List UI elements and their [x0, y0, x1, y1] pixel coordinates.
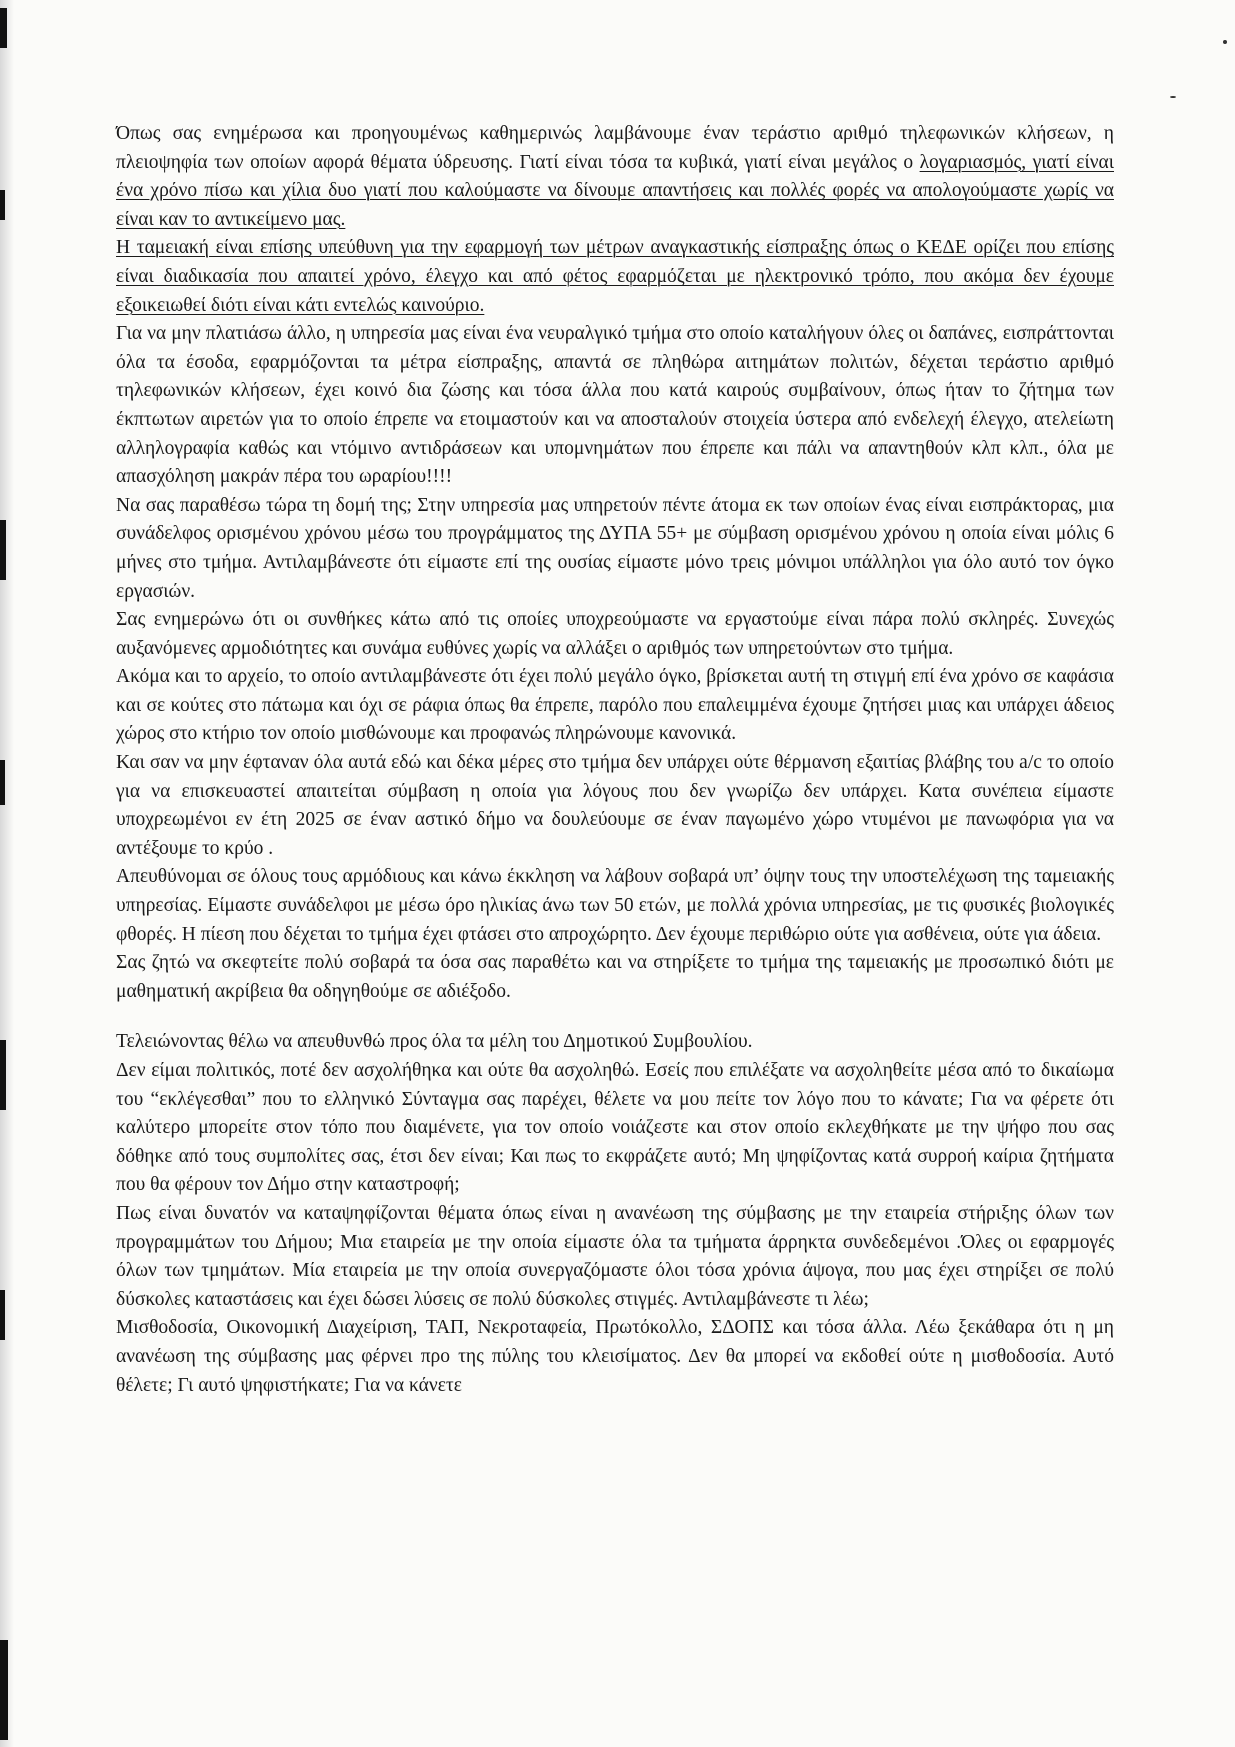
paragraph	[116, 492, 1114, 606]
scan-mark	[0, 1290, 5, 1340]
paragraph-text: Όπως σας ενημέρωσα και προηγουμένως καθημερινώς λαμβάνουμε έναν τεράστιο αριθμό τηλεφωνικών κλήσεων, η πλειοψηφία των οποίων αφορά θέματα ύδρευσης. Γιατί είναι τόσα τα κυβικά, γιατί είναι μεγάλος ο	[116, 123, 1114, 173]
scan-mark	[0, 1040, 6, 1110]
scan-mark	[0, 8, 7, 48]
paragraph	[116, 749, 1114, 863]
paragraph-text: Απευθύνομαι σε όλους τους αρμόδιους και κάνω έκκληση να λάβουν σοβαρά υπ’ όψην τους την υποστελέχωση της ταμειακής υπηρεσίας. Είμαστε συνάδελφοι με μέσω όρο ηλικίας άνω των 50 ετών, με πολλά χρόνια υπηρεσίας, με τις φυσικές βιολογικές φθορές. Η πίεση που δέχεται το τμήμα έχει φτάσει στο απροχώρητο. Δεν έχουμε περιθώριο ούτε για ασθένεια, ούτε για άδεια.	[116, 866, 1114, 945]
scan-speck	[1223, 40, 1227, 44]
paragraph-text: Και σαν να μην έφταναν όλα αυτά εδώ και δέκα μέρες στο τμήμα δεν υπάρχει ούτε θέρμανση εξαιτίας βλάβης του a/c το οποίο για να επισκευαστεί απαιτείται σύμβαση η οποία για λόγους που δεν γνωρίζω δεν υπάρχει. Κατα συνέπεια είμαστε υποχρεωμένοι εν έτη 2025 σε έναν αστικό δήμο να δουλεύουμε σε έναν παγωμένο χώρο ντυμένοι με πανωφόρια για να αντέξουμε το κρύο .	[116, 752, 1114, 859]
underlined-text: Η ταμειακή είναι επίσης υπεύθυνη για την εφαρμογή των μέτρων αναγκαστικής είσπραξης όπως ο ΚΕΔΕ ορίζει που επίσης είναι διαδικασία που απαιτεί χρόνο, έλεγχο και από φέτος εφαρμόζεται με ηλεκτρονικό τρόπο, που ακόμα δεν έχουμε εξοικειωθεί διότι είναι κάτι εντελώς καινούριο.	[116, 237, 1114, 316]
paragraph	[116, 1200, 1114, 1314]
paragraph	[116, 1314, 1114, 1400]
paragraph	[116, 606, 1114, 663]
paragraph-text: Σας ζητώ να σκεφτείτε πολύ σοβαρά τα όσα σας παραθέτω και να στηρίξετε το τμήμα της ταμειακής με προσωπικό διότι με μαθηματική ακρίβεια θα οδηγηθούμε σε αδιέξοδο.	[116, 952, 1114, 1002]
paragraph	[116, 234, 1114, 320]
paragraph	[116, 120, 1114, 234]
paragraph	[116, 863, 1114, 949]
underlined-text: λογαριασμός, γιατί είναι ένα χρόνο πίσω και χίλια δυο γιατί που καλούμαστε να δίνουμε απαντήσεις και πολλές φορές να απολογούμαστε χωρίς να είναι καν το αντικείμενο μας.	[116, 151, 1114, 230]
paragraph-text: Δεν είμαι πολιτικός, ποτέ δεν ασχολήθηκα και ούτε θα ασχοληθώ. Εσείς που επιλέξατε να ασχοληθείτε μέσα από το δικαίωμα του “εκλέγεσθαι” που το ελληνικό Σύνταγμα σας παρέχει, θέλετε να μου πείτε τον λόγο που το κάνατε; Για να φέρετε ότι καλύτερο μπορείτε στον τόπο που διαμένετε, για τον οποίο νοιάζεστε και στον οποίο εκλεχθήκατε με την ψήφο που σας δόθηκε από τους συμπολίτες σας, έτσι δεν είναι; Και πως το εκφράζετε αυτό; Μη ψηφίζοντας κατά συρροή καίρια ζητήματα που θα φέρουν τον Δήμο στην καταστροφή;	[116, 1060, 1114, 1196]
scan-mark	[0, 760, 5, 805]
paragraph-text: Πως είναι δυνατόν να καταψηφίζονται θέματα όπως είναι η ανανέωση της σύμβασης με την εταιρεία στήριξης όλων των προγραμμάτων του Δήμου; Μια εταιρεία με την οποία είμαστε όλα τα τμήματα άρρηκτα συνδεδεμένοι .Όλες οι εφαρμογές όλων των τμημάτων. Μία εταιρεία με την οποία συνεργαζόμαστε όλοι τόσα χρόνια άψογα, που μας έχει στηρίξει σε πολύ δύσκολες καταστάσεις και έχει δώσει λύσεις σε πολύ δύσκολες στιγμές. Αντιλαμβάνεστε τι λέω;	[116, 1202, 1114, 1310]
scan-mark	[0, 1640, 8, 1740]
scan-mark	[0, 520, 6, 580]
paragraph	[116, 320, 1114, 492]
paragraph-text: Για να μην πλατιάσω άλλο, η υπηρεσία μας είναι ένα νευραλγικό τμήμα στο οποίο καταλήγουν όλες οι δαπάνες, εισπράττονται όλα τα έσοδα, εφαρμόζονται τα μέτρα είσπραξης, απαντά σε πληθώρα αιτημάτων πολιτών, δέχεται τεράστιο αριθμό τηλεφωνικών κλήσεων, έχει κοινό δια ζώσης και τόσα άλλα που κατά καιρούς συμβαίνουν, όπως ήταν το ζήτημα των έκπτωτων αιρετών για το οποίο έπρεπε να ετοιμαστούν και να αποσταλούν στοιχεία ύστερα από ενδελεχή έλεγχο, ατελείωτη αλληλογραφία καθώς και ντόμινο αντιδράσεων και υπομνημάτων που έπρεπε και πάλι να απαντηθούν κλπ κλπ., όλα με απασχόληση μακράν πέρα του ωραρίου!!!!	[116, 323, 1114, 488]
paragraph	[116, 663, 1114, 749]
paragraph-text: Ακόμα και το αρχείο, το οποίο αντιλαμβάνεστε ότι έχει πολύ μεγάλο όγκο, βρίσκεται αυτή τη στιγμή επί ένα χρόνο σε καφάσια και σε κούτες στο πάτωμα και όχι σε ράφια όπως θα έπρεπε, παρόλο που επαλειμμένα έχουμε ζητήσει μιας και υπάρχει άδειος χώρος στο κτήριο τον οποίο μισθώνουμε και προφανώς πληρώνουμε κανονικά.	[116, 666, 1114, 745]
scan-edge	[0, 0, 14, 1747]
paragraph-text: Να σας παραθέσω τώρα τη δομή της; Στην υπηρεσία μας υπηρετούν πέντε άτομα εκ των οποίων ένας είναι εισπράκτορας, μια συνάδελφος ορισμένου χρόνου μέσω του προγράμματος της ΔΥΠΑ 55+ με σύμβαση ορισμένου χρόνου η οποία είναι μόλις 6 μήνες στο τμήμα. Αντιλαμβάνεστε ότι είμαστε επί της ουσίας είμαστε μόνο τρεις μόνιμοι υπάλληλοι για όλο αυτό τον όγκο εργασιών.	[116, 494, 1114, 602]
paragraph	[116, 1028, 1114, 1057]
paragraph-gap	[116, 1006, 1114, 1028]
paragraph-text: Τελειώνοντας θέλω να απευθυνθώ προς όλα τα μέλη του Δημοτικού Συμβουλίου.	[116, 1031, 753, 1053]
scan-speck	[1170, 96, 1176, 98]
paragraph	[116, 1057, 1114, 1200]
letter-body	[116, 120, 1114, 1400]
paragraph-text: Σας ενημερώνω ότι οι συνθήκες κάτω από τις οποίες υποχρεούμαστε να εργαστούμε είναι πάρα πολύ σκληρές. Συνεχώς αυξανόμενες αρμοδιότητες και συνάμα ευθύνες χωρίς να αλλάξει ο αριθμός των υπηρετούντων στο τμήμα.	[116, 609, 1114, 659]
paragraph-text: Μισθοδοσία, Οικονομική Διαχείριση, ΤΑΠ, Νεκροταφεία, Πρωτόκολλο, ΣΔΟΠΣ και τόσα άλλα. Λέω ξεκάθαρα ότι η μη ανανέωση της σύμβασης μας φέρνει προ της πύλης του κλεισίματος. Δεν θα μπορεί να εκδοθεί ούτε η μισθοδοσία. Αυτό θέλετε; Γι αυτό ψηφιστήκατε; Για να κάνετε	[116, 1317, 1114, 1396]
paragraph	[116, 949, 1114, 1006]
scan-mark	[0, 190, 5, 220]
